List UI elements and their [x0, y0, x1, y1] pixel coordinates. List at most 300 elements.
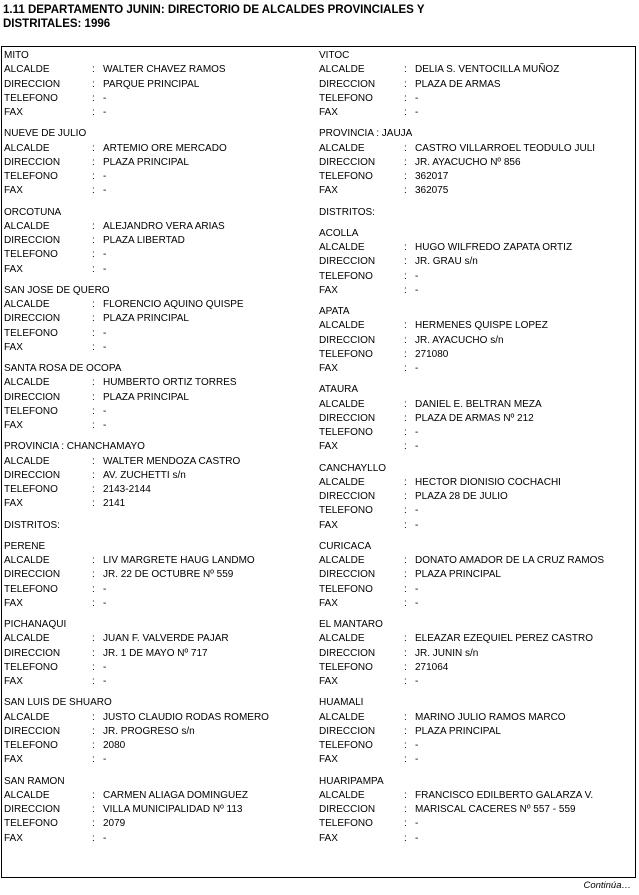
- field-value-direccion: JR. AYACUCHO s/n: [415, 334, 504, 346]
- field-colon: :: [92, 185, 95, 197]
- field-value-alcalde: ARTEMIO ORE MERCADO: [103, 142, 227, 154]
- field-row-alcalde: [4, 789, 316, 803]
- field-row-direccion: [4, 156, 316, 170]
- field-row-alcalde: [4, 455, 316, 469]
- field-colon: :: [404, 363, 407, 374]
- field-value-alcalde: JUAN F. VALVERDE PAJAR: [103, 633, 229, 645]
- field-row-fax: [4, 597, 316, 611]
- field-label-telefono: TELEFONO: [319, 818, 373, 830]
- field-colon: :: [92, 455, 95, 467]
- field-value-fax: -: [415, 284, 419, 296]
- entry-name: NUEVE DE JULIO: [4, 128, 87, 140]
- field-colon: :: [404, 754, 407, 766]
- field-value-alcalde: DONATO AMADOR DE LA CRUZ RAMOS: [415, 555, 605, 566]
- field-colon: :: [404, 334, 407, 346]
- field-colon: :: [404, 92, 407, 104]
- field-value-direccion: AV. ZUCHETTI s/n: [103, 469, 186, 481]
- field-label-direccion: DIRECCION: [319, 725, 376, 737]
- field-row-direccion: [4, 312, 316, 326]
- field-colon: :: [404, 804, 407, 815]
- field-row-direccion: [319, 725, 635, 739]
- entry-name: CANCHAYLLO: [319, 462, 387, 474]
- field-value-telefono: -: [415, 818, 419, 830]
- field-label-alcalde: ALCALDE: [319, 476, 365, 488]
- field-row-fax: [4, 753, 316, 767]
- field-row-fax: [319, 284, 635, 298]
- field-row-direccion: [4, 391, 316, 405]
- field-colon: :: [92, 789, 95, 801]
- field-value-fax: -: [103, 185, 107, 197]
- field-row-direccion: [319, 255, 635, 269]
- field-colon: :: [404, 661, 407, 673]
- field-colon: :: [92, 661, 95, 673]
- field-colon: :: [92, 818, 95, 830]
- field-label-telefono: TELEFONO: [319, 348, 373, 360]
- entry-gap: [4, 689, 316, 696]
- field-colon: :: [404, 156, 407, 168]
- field-value-fax: -: [415, 441, 419, 453]
- field-row-telefono: [319, 92, 635, 106]
- field-value-direccion: JR. JUNIN s/n: [415, 647, 479, 659]
- field-label-fax: FAX: [319, 363, 338, 374]
- field-label-telefono: TELEFONO: [4, 740, 58, 751]
- field-colon: :: [404, 740, 407, 751]
- field-row-fax: [4, 675, 316, 689]
- field-row-telefono: [319, 661, 635, 675]
- field-colon: :: [92, 220, 95, 232]
- field-row-alcalde: [4, 554, 316, 568]
- field-value-alcalde: HECTOR DIONISIO COCHACHI: [415, 476, 561, 488]
- field-row-alcalde: [319, 142, 635, 156]
- field-label-telefono: TELEFONO: [319, 92, 373, 104]
- field-colon: :: [92, 92, 95, 104]
- field-label-direccion: DIRECCION: [319, 256, 376, 268]
- field-colon: :: [404, 505, 407, 517]
- entry-name: PROVINCIA : JAUJA: [319, 128, 413, 140]
- field-row-direccion: [4, 568, 316, 582]
- field-label-alcalde: ALCALDE: [319, 555, 365, 566]
- field-colon: :: [404, 412, 407, 424]
- field-colon: :: [92, 249, 95, 261]
- field-row-direccion: [319, 490, 635, 504]
- entry-name: SAN LUIS DE SHUARO: [4, 697, 112, 709]
- field-colon: :: [404, 555, 407, 566]
- field-value-direccion: PLAZA PRINCIPAL: [415, 569, 501, 581]
- field-row-fax: [319, 440, 635, 454]
- field-row-telefono: [319, 270, 635, 284]
- field-label-direccion: DIRECCION: [319, 804, 376, 815]
- field-label-telefono: TELEFONO: [319, 661, 373, 673]
- title-line-1: 1.11 DEPARTAMENTO JUNIN: DIRECTORIO DE ALCALDES PROVINCIALES Y: [3, 4, 425, 16]
- field-row-alcalde: [319, 632, 635, 646]
- field-colon: :: [404, 270, 407, 282]
- field-row-alcalde: [319, 476, 635, 490]
- field-label-fax: FAX: [4, 341, 23, 353]
- field-label-direccion: DIRECCION: [4, 725, 61, 737]
- field-colon: :: [92, 583, 95, 595]
- field-value-telefono: -: [415, 427, 419, 438]
- directory-entry: [4, 618, 316, 689]
- entry-gap: [319, 120, 635, 127]
- field-value-direccion: MARISCAL CACERES Nº 557 - 559: [415, 804, 576, 815]
- field-row-direccion: [4, 803, 316, 817]
- field-value-alcalde: HUMBERTO ORTIZ TORRES: [103, 377, 237, 389]
- field-colon: :: [92, 263, 95, 275]
- field-value-alcalde: FLORENCIO AQUINO QUISPE: [103, 299, 244, 310]
- field-label-fax: FAX: [4, 107, 23, 118]
- entry-gap: [319, 298, 635, 305]
- field-colon: :: [404, 583, 407, 595]
- field-colon: :: [404, 142, 407, 154]
- field-label-direccion: DIRECCION: [4, 804, 61, 815]
- field-row-direccion: [319, 647, 635, 661]
- field-value-fax: -: [415, 597, 419, 609]
- directory-entry: [4, 49, 316, 120]
- field-label-fax: FAX: [319, 519, 338, 531]
- field-row-telefono: [4, 405, 316, 419]
- field-colon: :: [92, 313, 95, 325]
- directory-entry: [319, 462, 635, 533]
- field-value-fax: -: [103, 107, 107, 118]
- field-value-fax: -: [415, 676, 419, 687]
- entry-gap: [4, 355, 316, 362]
- entry-gap: [4, 199, 316, 206]
- field-row-alcalde: [4, 220, 316, 234]
- field-row-alcalde: [4, 142, 316, 156]
- field-colon: :: [92, 78, 95, 90]
- field-colon: :: [92, 377, 95, 389]
- field-value-direccion: PLAZA PRINCIPAL: [103, 313, 189, 325]
- entry-gap: [319, 455, 635, 462]
- field-colon: :: [92, 171, 95, 182]
- field-row-telefono: [319, 583, 635, 597]
- field-label-fax: FAX: [4, 597, 23, 609]
- field-label-alcalde: ALCALDE: [4, 633, 50, 645]
- field-row-fax: [4, 832, 316, 846]
- directory-entry: [319, 383, 635, 454]
- field-value-telefono: -: [103, 583, 107, 595]
- field-row-fax: [319, 106, 635, 120]
- field-label-alcalde: ALCALDE: [4, 220, 50, 232]
- field-label-telefono: TELEFONO: [319, 740, 373, 751]
- field-colon: :: [404, 107, 407, 118]
- field-value-alcalde: ALEJANDRO VERA ARIAS: [103, 220, 225, 232]
- field-colon: :: [404, 242, 407, 253]
- field-value-direccion: JR. 22 DE OCTUBRE Nº 559: [103, 569, 234, 581]
- field-row-alcalde: [4, 298, 316, 312]
- field-value-fax: -: [415, 519, 419, 531]
- field-colon: :: [404, 348, 407, 360]
- field-label-telefono: TELEFONO: [319, 505, 373, 517]
- field-colon: :: [92, 484, 95, 495]
- field-label-direccion: DIRECCION: [4, 156, 61, 168]
- field-value-telefono: -: [415, 505, 419, 517]
- field-row-direccion: [4, 78, 316, 92]
- field-value-telefono: 271064: [415, 661, 449, 673]
- field-colon: :: [404, 633, 407, 645]
- field-colon: :: [92, 555, 95, 566]
- field-label-fax: FAX: [4, 263, 23, 275]
- field-row-fax: [319, 832, 635, 846]
- entry-gap: [4, 611, 316, 618]
- field-label-alcalde: ALCALDE: [319, 711, 365, 723]
- entry-gap: [319, 376, 635, 383]
- entry-name: PERENE: [4, 540, 46, 552]
- field-value-fax: -: [415, 107, 419, 118]
- field-value-fax: 362075: [415, 185, 449, 197]
- field-colon: :: [92, 420, 95, 431]
- field-row-fax: [319, 519, 635, 533]
- entry-gap: [4, 120, 316, 127]
- field-label-alcalde: ALCALDE: [4, 711, 50, 723]
- field-row-alcalde: [4, 63, 316, 77]
- field-row-fax: [4, 184, 316, 198]
- field-value-fax: -: [103, 597, 107, 609]
- field-label-direccion: DIRECCION: [4, 235, 61, 246]
- field-colon: :: [92, 498, 95, 510]
- entry-name: APATA: [319, 306, 350, 317]
- field-label-telefono: TELEFONO: [4, 249, 58, 261]
- directory-entry: [319, 227, 635, 298]
- left-column: [4, 49, 316, 846]
- field-value-direccion: PARQUE PRINCIPAL: [103, 78, 200, 90]
- field-row-fax: [4, 263, 316, 277]
- field-colon: :: [404, 647, 407, 659]
- field-label-alcalde: ALCALDE: [4, 789, 50, 801]
- field-label-direccion: DIRECCION: [319, 78, 376, 90]
- field-row-alcalde: [319, 63, 635, 77]
- field-value-telefono: -: [415, 92, 419, 104]
- field-value-telefono: -: [103, 327, 107, 339]
- field-colon: :: [92, 711, 95, 723]
- entry-name: HUAMALI: [319, 697, 364, 709]
- field-value-telefono: 2143-2144: [103, 484, 151, 495]
- directory-table: [1, 46, 636, 878]
- directory-entry: [319, 618, 635, 689]
- directory-entry: [319, 775, 635, 846]
- field-colon: :: [92, 569, 95, 581]
- entry-name: SAN JOSE DE QUERO: [4, 284, 110, 296]
- field-value-fax: -: [103, 832, 107, 844]
- field-colon: :: [404, 711, 407, 723]
- field-label-fax: FAX: [319, 107, 338, 118]
- field-value-telefono: -: [415, 270, 419, 282]
- field-colon: :: [92, 235, 95, 246]
- field-colon: :: [404, 320, 407, 332]
- directory-entry: [319, 49, 635, 120]
- field-row-direccion: [319, 78, 635, 92]
- field-value-direccion: PLAZA 28 DE JULIO: [415, 491, 508, 502]
- entry-gap: [319, 220, 635, 227]
- directory-entry: [4, 540, 316, 611]
- field-value-alcalde: LIV MARGRETE HAUG LANDMO: [103, 555, 255, 566]
- entry-gap: [319, 768, 635, 775]
- field-value-direccion: PLAZA LIBERTAD: [103, 235, 185, 246]
- field-colon: :: [92, 469, 95, 481]
- field-value-telefono: -: [103, 171, 107, 182]
- field-value-telefono: -: [103, 92, 107, 104]
- directory-entry: [4, 362, 316, 433]
- field-label-fax: FAX: [319, 185, 338, 197]
- field-colon: :: [92, 142, 95, 154]
- entry-gap: [4, 768, 316, 775]
- field-label-fax: FAX: [4, 420, 23, 431]
- field-colon: :: [404, 256, 407, 268]
- entry-name: SAN RAMON: [4, 775, 65, 787]
- field-label-telefono: TELEFONO: [4, 405, 58, 417]
- field-row-fax: [4, 341, 316, 355]
- field-row-telefono: [319, 739, 635, 753]
- field-label-direccion: DIRECCION: [4, 647, 61, 659]
- field-label-direccion: DIRECCION: [4, 469, 61, 481]
- field-label-direccion: DIRECCION: [4, 391, 61, 403]
- directory-entry: [319, 696, 635, 767]
- field-colon: :: [92, 405, 95, 417]
- field-colon: :: [404, 725, 407, 737]
- field-label-direccion: DIRECCION: [4, 313, 61, 325]
- field-label-telefono: TELEFONO: [4, 818, 58, 830]
- field-value-telefono: 2079: [103, 818, 126, 830]
- field-value-fax: -: [103, 420, 107, 431]
- field-row-alcalde: [319, 554, 635, 568]
- field-colon: :: [404, 832, 407, 844]
- field-row-direccion: [4, 647, 316, 661]
- field-value-alcalde: JUSTO CLAUDIO RODAS ROMERO: [103, 711, 269, 723]
- field-label-alcalde: ALCALDE: [4, 555, 50, 566]
- field-label-direccion: DIRECCION: [319, 412, 376, 424]
- field-label-alcalde: ALCALDE: [319, 789, 365, 801]
- field-colon: :: [92, 341, 95, 353]
- field-value-fax: -: [103, 263, 107, 275]
- field-colon: :: [404, 818, 407, 830]
- entry-gap: [319, 689, 635, 696]
- field-row-alcalde: [319, 398, 635, 412]
- field-value-direccion: JR. GRAU s/n: [415, 256, 478, 268]
- field-row-telefono: [4, 739, 316, 753]
- field-colon: :: [404, 569, 407, 581]
- directory-entry: [4, 775, 316, 846]
- field-colon: :: [404, 676, 407, 687]
- field-row-alcalde: [319, 241, 635, 255]
- field-colon: :: [92, 327, 95, 339]
- field-row-telefono: [4, 583, 316, 597]
- entry-gap: [4, 533, 316, 540]
- field-row-fax: [4, 419, 316, 433]
- field-row-fax: [319, 675, 635, 689]
- field-colon: :: [404, 427, 407, 438]
- field-colon: :: [92, 647, 95, 659]
- field-colon: :: [404, 519, 407, 531]
- field-colon: :: [92, 740, 95, 751]
- directory-entry: [319, 305, 635, 376]
- field-label-fax: FAX: [319, 754, 338, 766]
- field-colon: :: [92, 754, 95, 766]
- field-row-telefono: [4, 661, 316, 675]
- field-row-alcalde: [4, 632, 316, 646]
- field-value-direccion: JR. PROGRESO s/n: [103, 725, 195, 737]
- field-row-fax: [4, 106, 316, 120]
- field-label-fax: FAX: [319, 676, 338, 687]
- field-row-fax: [319, 362, 635, 376]
- field-value-telefono: -: [103, 661, 107, 673]
- entry-gap: [4, 277, 316, 284]
- field-value-telefono: -: [103, 249, 107, 261]
- field-value-fax: -: [415, 363, 419, 374]
- directory-entry: [4, 284, 316, 355]
- continua-note: Continúa…: [583, 880, 631, 891]
- field-label-telefono: TELEFONO: [4, 583, 58, 595]
- field-row-telefono: [319, 426, 635, 440]
- field-row-alcalde: [319, 789, 635, 803]
- field-label-fax: FAX: [319, 832, 338, 844]
- field-row-direccion: [319, 412, 635, 426]
- entry-name: MITO: [4, 50, 29, 61]
- field-row-direccion: [319, 568, 635, 582]
- field-value-direccion: VILLA MUNICIPALIDAD Nº 113: [103, 804, 243, 815]
- field-colon: :: [404, 441, 407, 453]
- field-value-telefono: -: [415, 583, 419, 595]
- directory-entry: [4, 206, 316, 277]
- field-value-fax: -: [103, 676, 107, 687]
- field-value-telefono: -: [415, 740, 419, 751]
- section-heading: [319, 206, 635, 220]
- field-row-fax: [319, 597, 635, 611]
- section-heading-label: DISTRITOS:: [319, 206, 375, 218]
- field-row-telefono: [4, 327, 316, 341]
- field-row-alcalde: [319, 711, 635, 725]
- field-colon: :: [404, 597, 407, 609]
- field-label-alcalde: ALCALDE: [4, 299, 50, 310]
- field-colon: :: [404, 398, 407, 410]
- field-label-fax: FAX: [319, 597, 338, 609]
- field-label-fax: FAX: [4, 832, 23, 844]
- field-colon: :: [92, 832, 95, 844]
- field-label-telefono: TELEFONO: [4, 661, 58, 673]
- field-label-fax: FAX: [4, 754, 23, 766]
- field-label-alcalde: ALCALDE: [4, 142, 50, 154]
- field-label-telefono: TELEFONO: [4, 327, 58, 339]
- field-value-direccion: PLAZA PRINCIPAL: [103, 156, 189, 168]
- section-heading-label: DISTRITOS:: [4, 519, 60, 531]
- section-heading: [4, 519, 316, 533]
- field-colon: :: [404, 789, 407, 801]
- field-colon: :: [404, 284, 407, 296]
- field-label-direccion: DIRECCION: [4, 78, 61, 90]
- field-label-alcalde: ALCALDE: [319, 242, 365, 253]
- directory-entry: [4, 127, 316, 198]
- field-value-alcalde: CASTRO VILLARROEL TEODULO JULI: [415, 142, 596, 154]
- field-row-telefono: [4, 248, 316, 262]
- field-value-alcalde: CARMEN ALIAGA DOMINGUEZ: [103, 789, 249, 801]
- field-value-alcalde: MARINO JULIO RAMOS MARCO: [415, 711, 566, 723]
- field-row-telefono: [319, 348, 635, 362]
- field-label-alcalde: ALCALDE: [319, 633, 365, 645]
- field-label-telefono: TELEFONO: [319, 270, 373, 282]
- field-label-direccion: DIRECCION: [319, 569, 376, 581]
- field-row-fax: [319, 753, 635, 767]
- field-label-alcalde: ALCALDE: [319, 142, 365, 154]
- field-colon: :: [92, 676, 95, 687]
- field-label-fax: FAX: [319, 284, 338, 296]
- field-label-alcalde: ALCALDE: [319, 320, 365, 332]
- entry-name: CURICACA: [319, 540, 372, 552]
- entry-gap: [4, 433, 316, 440]
- directory-entry: [4, 696, 316, 767]
- field-row-alcalde: [4, 376, 316, 390]
- field-label-alcalde: ALCALDE: [4, 377, 50, 389]
- field-label-fax: FAX: [4, 498, 23, 510]
- field-value-fax: -: [415, 754, 419, 766]
